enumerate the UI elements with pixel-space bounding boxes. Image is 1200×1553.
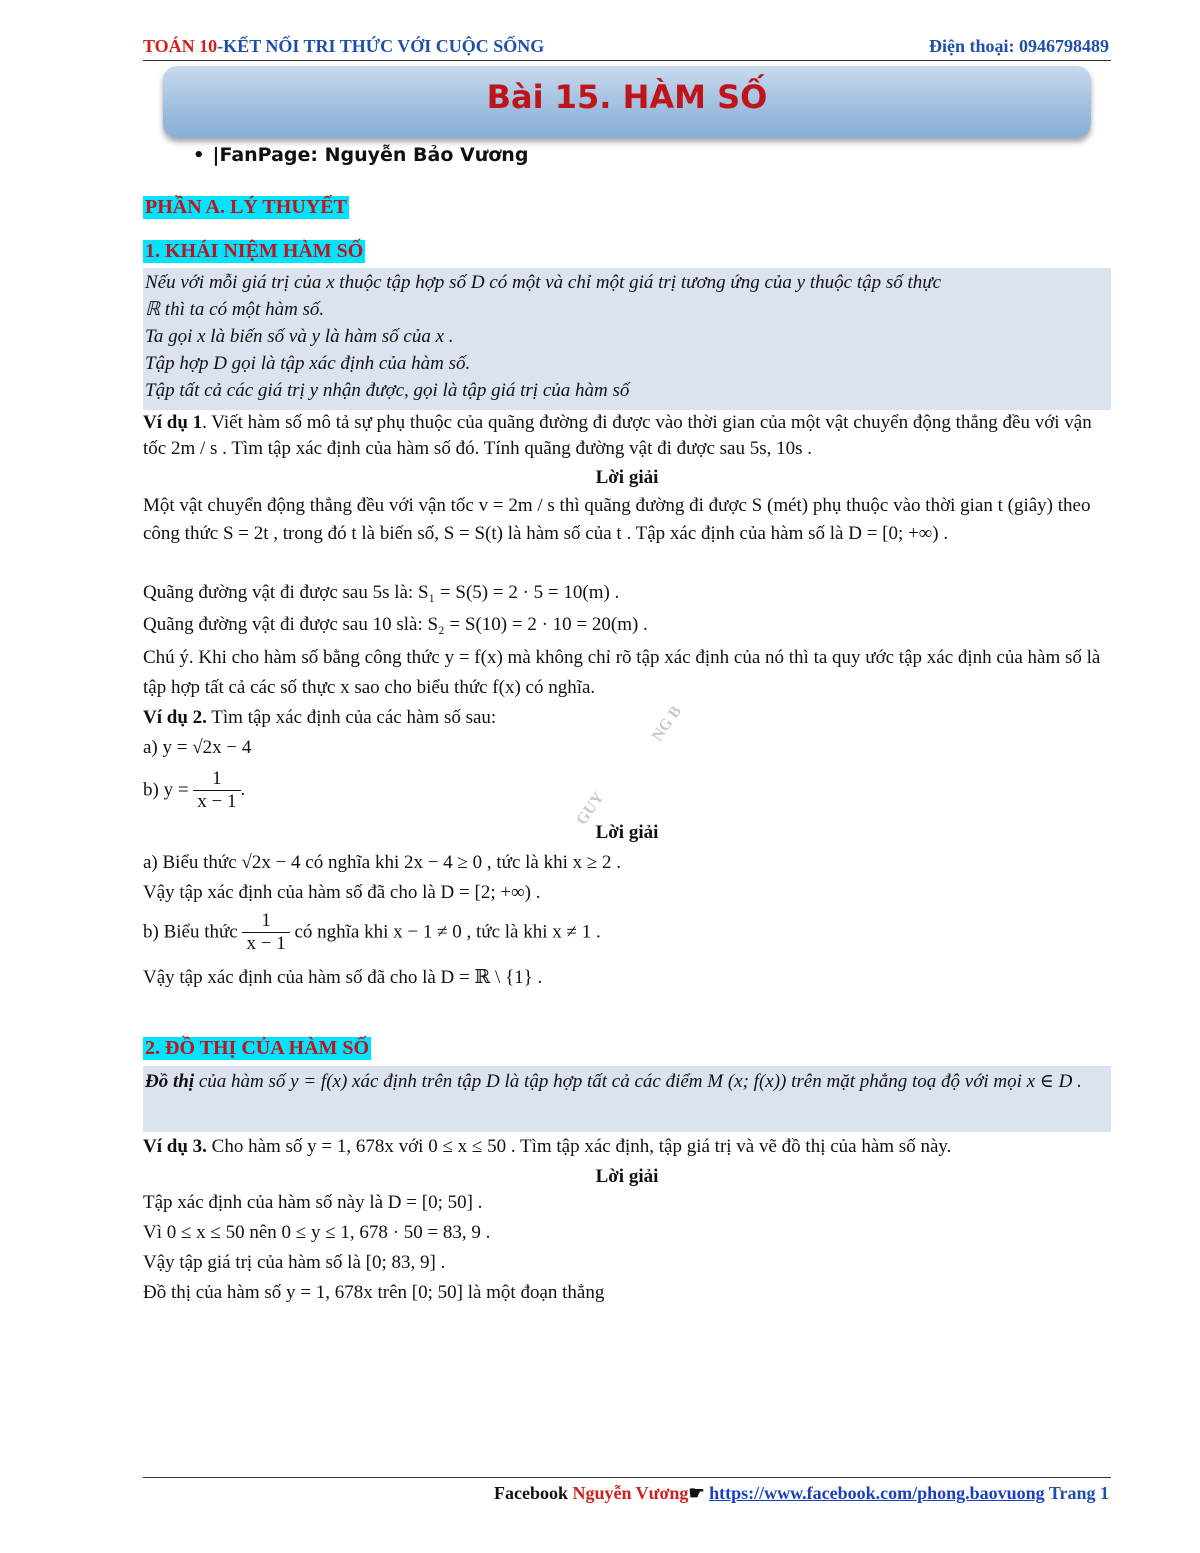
- header-phone: Điện thoại: 0946798489: [929, 36, 1109, 56]
- solution-2-b-2: Vậy tập xác định của hàm số đã cho là D = ℝ \ {1} .: [143, 967, 543, 988]
- example-1: Ví dụ 1. Viết hàm số mô tả sự phụ thuộc của quãng đường đi được vào thời gian của một vật chuyển động thẳng đều với vận tốc 2m / s . Tìm tập xác định của hàm số đó. Tính quãng đường vật đi được sau 5s, 10s .: [143, 412, 1092, 459]
- hand-pointer-icon: ☛: [688, 1483, 710, 1503]
- page-footer: Facebook Nguyễn Vương☛ https://www.facebook.com/phong.baovuong Trang 1: [493, 1483, 1109, 1503]
- example-3: Ví dụ 3. Cho hàm số y = 1, 678x với 0 ≤ x ≤ 50 . Tìm tập xác định, tập giá trị và vẽ đồ thị của hàm số này.: [143, 1136, 952, 1157]
- solution-3-line-3: Vậy tập giá trị của hàm số là [0; 83, 9] .: [143, 1252, 446, 1273]
- page-header: [143, 36, 1111, 61]
- header-title: TOÁN 10-KẾT NỐI TRI THỨC VỚI CUỘC SỐNG: [143, 36, 545, 56]
- solution-3-line-4: Đồ thị của hàm số y = 1, 678x trên [0; 50] là một đoạn thẳng: [143, 1282, 605, 1303]
- definition-box-2: Đồ thị của hàm số y = f(x) xác định trên tập D là tập hợp tất cả các điểm M (x; f(x)) trên mặt phẳng toạ độ với mọi x ∈ D .: [143, 1066, 1111, 1132]
- solution-3-line-2: Vì 0 ≤ x ≤ 50 nên 0 ≤ y ≤ 1, 678 · 50 = 83, 9 .: [143, 1222, 491, 1243]
- definition-box-1: Nếu với mỗi giá trị của x thuộc tập hợp số D có một và chỉ một giá trị tương ứng của y thuộc tập số thực ℝ thì ta có một hàm số. Ta gọi x là biến số và y là hàm số của x . Tập hợp D gọi là tập xác định của hàm số. Tập tất cả các giá trị y nhận được, gọi là tập giá trị của hàm số: [143, 268, 1111, 410]
- note-paragraph: Chú ý. Khi cho hàm số bằng công thức y = f(x) mà không chỉ rõ tập xác định của nó thì ta quy ước tập xác định của hàm số là tập hợp tất cả các số thực x sao cho biểu thức f(x) có nghĩa.: [143, 647, 1101, 698]
- section-2-heading: 2. ĐỒ THỊ CỦA HÀM SỐ: [145, 1037, 370, 1059]
- solution-heading-2: Lời giải: [595, 822, 659, 843]
- fraction: $\frac{1}{x - 1}$: [242, 910, 289, 955]
- footer-divider: [143, 1477, 1111, 1478]
- solution-2-b-1: b) Biểu thức $\frac{1}{x - 1}$ có nghĩa khi x − 1 ≠ 0 , tức là khi x ≠ 1 .: [143, 910, 601, 954]
- section-1-heading: 1. KHÁI NIỆM HÀM SỐ: [145, 240, 364, 262]
- facebook-link[interactable]: https://www.facebook.com/phong.baovuong: [709, 1483, 1045, 1503]
- solution-2-a-1: a) Biểu thức √2x − 4 có nghĩa khi 2x − 4 ≥ 0 , tức là khi x ≥ 2 .: [143, 852, 622, 873]
- fanpage-line: • |FanPage: Nguyễn Bảo Vương: [193, 144, 529, 166]
- solution-3-line-1: Tập xác định của hàm số này là D = [0; 50] .: [143, 1192, 483, 1213]
- solution-heading-3: Lời giải: [595, 1166, 659, 1187]
- fraction: $\frac{1}{x - 1}$: [193, 768, 240, 813]
- title-banner: [163, 66, 1091, 138]
- solution-1-text: Một vật chuyển động thẳng đều với vận tốc v = 2m / s thì quãng đường đi được S (mét) phụ thuộc vào thời gian t (giây) theo công thức S = 2t , trong đó t là biến số, S = S(t) là hàm số của t . Tập xác định của hàm số là D = [0; +∞) .: [143, 495, 1091, 544]
- bullet-icon: •: [193, 145, 205, 166]
- solution-heading-1: Lời giải: [595, 467, 659, 488]
- page-title: Bài 15. HÀM SỐ: [486, 78, 768, 116]
- solution-1-line-2: Quãng đường vật đi được sau 5s là: S₁ = S(5) = 2 · 5 = 10(m) .: [143, 582, 620, 603]
- example-2: Ví dụ 2. Tìm tập xác định của các hàm số sau:: [143, 707, 497, 728]
- watermark-text: GUY: [573, 789, 608, 829]
- watermark-text: NG B: [648, 702, 685, 745]
- solution-1-line-3: Quãng đường vật đi được sau 10 slà: S₂ = S(10) = 2 · 10 = 20(m) .: [143, 614, 648, 635]
- example-2-b: b) y = $\frac{1}{x - 1}$ .: [143, 768, 246, 812]
- solution-2-a-2: Vậy tập xác định của hàm số đã cho là D = [2; +∞) .: [143, 882, 541, 903]
- part-a-heading: PHẦN A. LÝ THUYẾT: [145, 196, 347, 218]
- example-2-a: a) y = √2x − 4: [143, 737, 252, 758]
